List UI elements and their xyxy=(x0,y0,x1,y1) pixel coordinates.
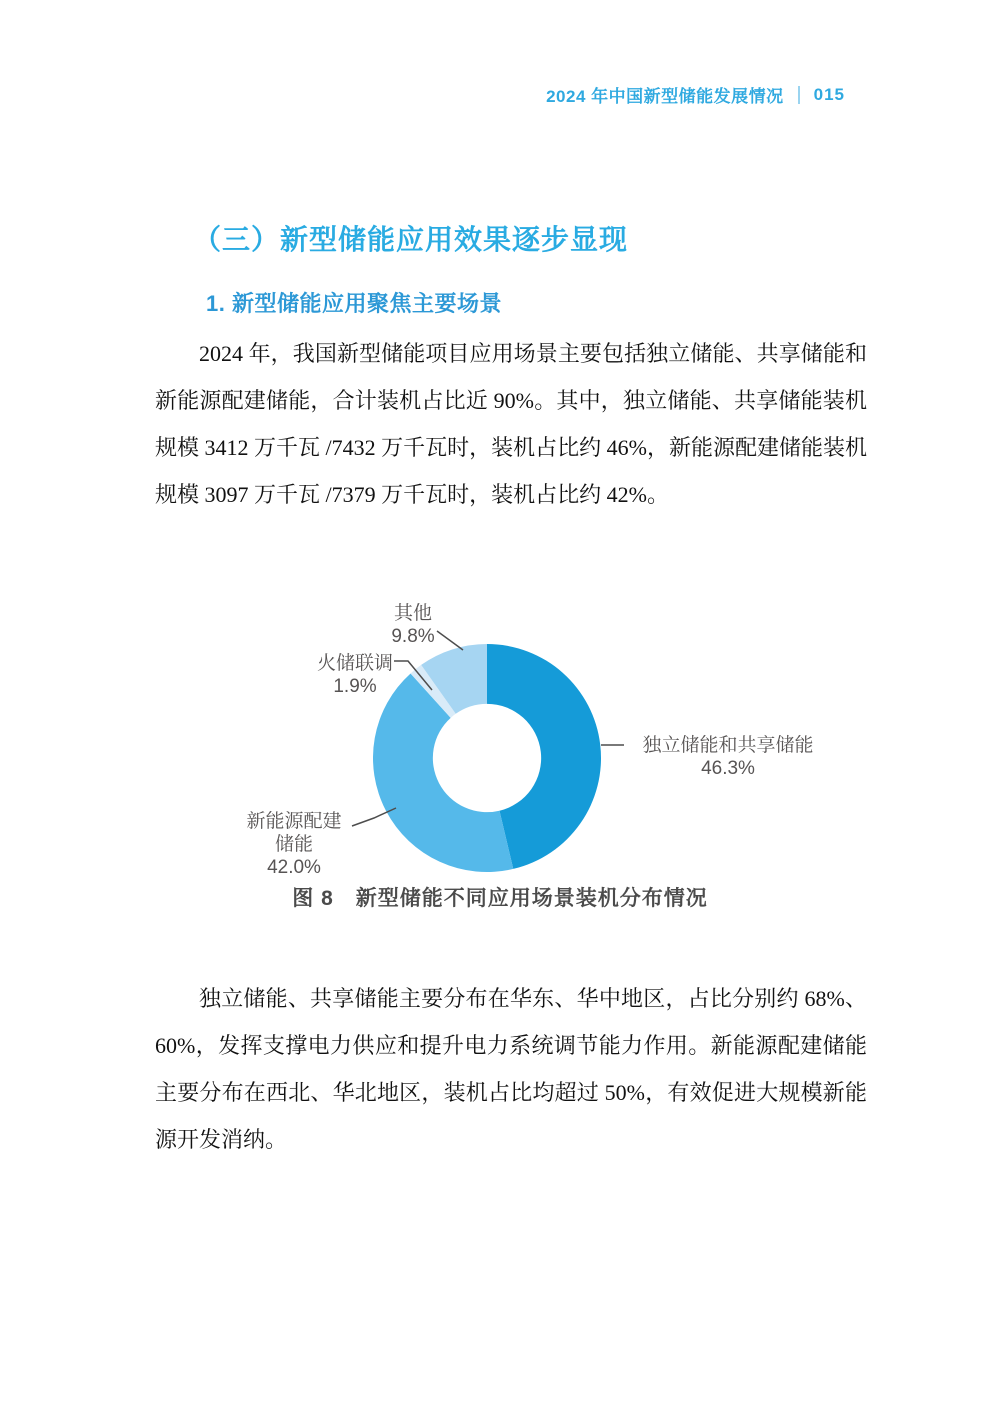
chart-label-other xyxy=(368,602,458,648)
header-separator xyxy=(798,86,800,104)
chart-label-fire-name: 火储联调 xyxy=(316,653,393,674)
chart-label-independent-shared xyxy=(628,734,828,780)
figure-8-donut-chart xyxy=(0,598,1000,928)
chart-label-other-value: 9.8% xyxy=(391,626,435,647)
chart-label-newenergy-value: 42.0% xyxy=(267,857,321,878)
donut-chart-svg xyxy=(0,598,1000,888)
chart-label-new-energy xyxy=(238,810,350,879)
paragraph-regional-distribution: 独立储能、共享储能主要分布在华东、华中地区，占比分别约 68%、60%，发挥支撑电力供应和提升电力系统调节能力作用。新能源配建储能主要分布在西北、华北地区，装机占比均超过 50%，有效促进大规模新能源开发消纳。 xyxy=(155,986,867,1152)
chart-label-newenergy-name: 新能源配建储能 xyxy=(246,811,342,855)
figure-caption: 图 8 新型储能不同应用场景装机分布情况 xyxy=(292,887,708,910)
subsection-heading: 1. 新型储能应用聚焦主要场景 xyxy=(206,291,502,316)
chart-label-indep-name: 独立储能和共享储能 xyxy=(642,735,814,756)
chart-label-indep-value: 46.3% xyxy=(701,758,755,779)
chart-label-fire-storage xyxy=(300,652,410,698)
header-title: 2024 年中国新型储能发展情况 xyxy=(546,87,784,106)
section-heading: （三）新型储能应用效果逐步显现 xyxy=(193,224,629,255)
chart-label-fire-value: 1.9% xyxy=(333,676,377,697)
chart-label-other-name: 其他 xyxy=(393,603,432,624)
page-number: 015 xyxy=(813,84,845,104)
page-header xyxy=(546,82,845,107)
paragraph-installed-scale: 2024 年，我国新型储能项目应用场景主要包括独立储能、共享储能和新能源配建储能，合计装机占比近 90%。其中，独立储能、共享储能装机规模 3412 万千瓦 /7432 万千瓦时，装机占比约 46%，新能源配建储能装机规模 3097 万千瓦 /7379 万千瓦时，装机占比约 42%。 xyxy=(155,341,867,507)
leader-line-new-energy xyxy=(352,808,396,826)
